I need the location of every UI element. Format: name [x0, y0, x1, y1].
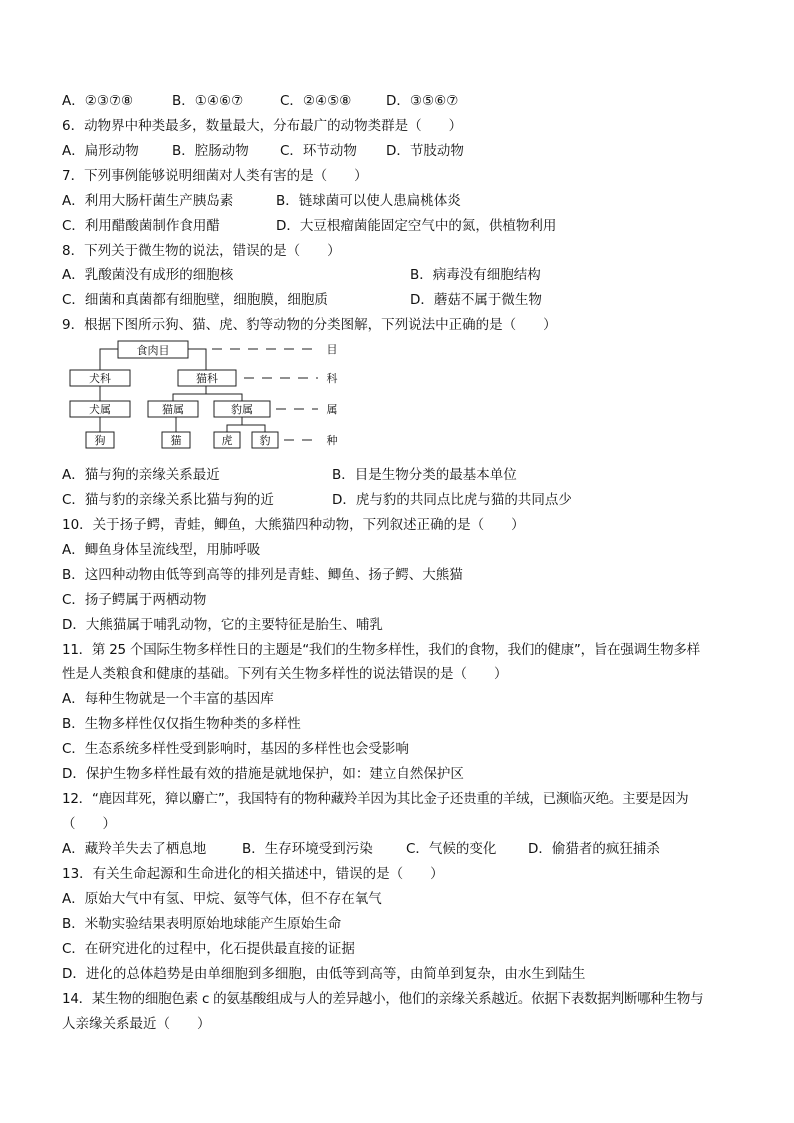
q7-option-a: A．利用大肠杆菌生产胰岛素 — [62, 193, 234, 209]
label-sp-tiger: 虎 — [221, 434, 233, 447]
q7-option-d: D．大豆根瘤菌能固定空气中的氮，供植物利用 — [276, 218, 557, 234]
rank-species: 种 — [326, 434, 338, 447]
q11-option-a: A．每种生物就是一个丰富的基因库 — [62, 691, 274, 707]
q5-option-c: C．②④⑤⑧ — [280, 93, 352, 109]
q10-option-c: C．扬子鳄属于两栖动物 — [62, 592, 207, 608]
rank-family: 科 — [326, 372, 338, 385]
q8-option-c: C．细菌和真菌都有细胞壁，细胞膜，细胞质 — [62, 292, 328, 308]
q6-option-a: A．扁形动物 — [62, 143, 139, 159]
q9-option-b: B．目是生物分类的最基本单位 — [332, 467, 517, 483]
q10-option-b: B．这四种动物由低等到高等的排列是青蛙、鲫鱼、扬子鳄、大熊猫 — [62, 567, 463, 583]
q5-option-a: A．②③⑦⑧ — [62, 93, 134, 109]
q8-option-d: D．蘑菇不属于微生物 — [410, 292, 542, 308]
q10-option-a: A．鲫鱼身体呈流线型，用肺呼吸 — [62, 542, 261, 558]
label-family-dog: 犬科 — [89, 372, 111, 385]
q12-option-a: A．藏羚羊失去了栖息地 — [62, 841, 207, 857]
q6-option-c: C．环节动物 — [280, 143, 357, 159]
q12-option-c: C．气候的变化 — [406, 841, 497, 857]
q10-option-d: D．大熊猫属于哺乳动物，它的主要特征是胎生、哺乳 — [62, 617, 383, 633]
q8-stem: 8．下列关于微生物的说法，错误的是（ ） — [62, 243, 341, 259]
label-sp-cat: 猫 — [170, 434, 182, 447]
q6-option-d: D．节肢动物 — [386, 143, 464, 159]
q13-option-b: B．米勒实验结果表明原始地球能产生原始生命 — [62, 916, 342, 932]
label-genus-leopard: 豹属 — [231, 403, 253, 416]
q10-stem: 10．关于扬子鳄，青蛙，鲫鱼，大熊猫四种动物，下列叙述正确的是（ ） — [62, 517, 525, 533]
classification-diagram — [66, 340, 356, 450]
label-sp-dog: 狗 — [94, 434, 106, 447]
q8-option-b: B．病毒没有细胞结构 — [410, 267, 541, 283]
q9-option-d: D．虎与豹的共同点比虎与猫的共同点少 — [332, 492, 572, 508]
q11-option-d: D．保护生物多样性最有效的措施是就地保护，如：建立自然保护区 — [62, 766, 464, 782]
q13-stem: 13．有关生命起源和生命进化的相关描述中，错误的是（ ） — [62, 866, 444, 882]
label-order: 食肉目 — [136, 344, 170, 357]
label-genus-dog: 犬属 — [89, 403, 111, 416]
label-sp-leopard: 豹 — [259, 434, 271, 447]
q9-option-a: A．猫与狗的亲缘关系最近 — [62, 467, 220, 483]
q13-option-a: A．原始大气中有氢、甲烷、氨等气体，但不存在氧气 — [62, 891, 382, 907]
q7-option-c: C．利用醋酸菌制作食用醋 — [62, 218, 220, 234]
q11-option-b: B．生物多样性仅仅指生物种类的多样性 — [62, 716, 301, 732]
q7-stem: 7．下列事例能够说明细菌对人类有害的是（ ） — [62, 168, 368, 184]
q12-option-d: D．偷猎者的疯狂捕杀 — [528, 841, 660, 857]
label-family-cat: 猫科 — [196, 372, 218, 385]
q6-option-b: B．腔肠动物 — [172, 143, 249, 159]
q5-option-d: D．③⑤⑥⑦ — [386, 93, 459, 109]
q7-option-b: B．链球菌可以使人患扁桃体炎 — [276, 193, 461, 209]
q11-option-c: C．生态系统多样性受到影响时，基因的多样性也会受影响 — [62, 741, 409, 757]
q5-option-b: B．①④⑥⑦ — [172, 93, 244, 109]
q6-stem: 6．动物界中种类最多，数量最大，分布最广的动物类群是（ ） — [62, 118, 463, 134]
rank-genus: 属 — [326, 403, 338, 416]
q11-stem-line1: 11．第 25 个国际生物多样性日的主题是“我们的生物多样性，我们的食物，我们的健康”，旨在强调生物多样 — [62, 642, 700, 658]
q13-option-c: C．在研究进化的过程中，化石提供最直接的证据 — [62, 941, 355, 957]
q9-stem: 9．根据下图所示狗、猫、虎、豹等动物的分类图解，下列说法中正确的是（ ） — [62, 317, 557, 333]
label-genus-cat: 猫属 — [162, 403, 184, 416]
q12-stem-line1: 12．“鹿因茸死，獐以麝亡”，我国特有的物种藏羚羊因为其比金子还贵重的羊绒，已濒临灭绝。主要是因为 — [62, 791, 689, 807]
q8-option-a: A．乳酸菌没有成形的细胞核 — [62, 267, 234, 283]
q13-option-d: D．进化的总体趋势是由单细胞到多细胞，由低等到高等，由简单到复杂，由水生到陆生 — [62, 966, 586, 982]
q14-stem-line1: 14．某生物的细胞色素 c 的氨基酸组成与人的差异越小，他们的亲缘关系越近。依据下表数据判断哪种生物与 — [62, 991, 704, 1007]
q9-option-c: C．猫与豹的亲缘关系比猫与狗的近 — [62, 492, 274, 508]
rank-order: 目 — [326, 343, 338, 356]
q12-stem-line2: （ ） — [62, 816, 116, 832]
q11-stem-line2: 性是人类粮食和健康的基础。下列有关生物多样性的说法错误的是（ ） — [62, 666, 508, 682]
q12-option-b: B．生存环境受到污染 — [242, 841, 373, 857]
q14-stem-line2: 人亲缘关系最近（ ） — [62, 1016, 211, 1032]
